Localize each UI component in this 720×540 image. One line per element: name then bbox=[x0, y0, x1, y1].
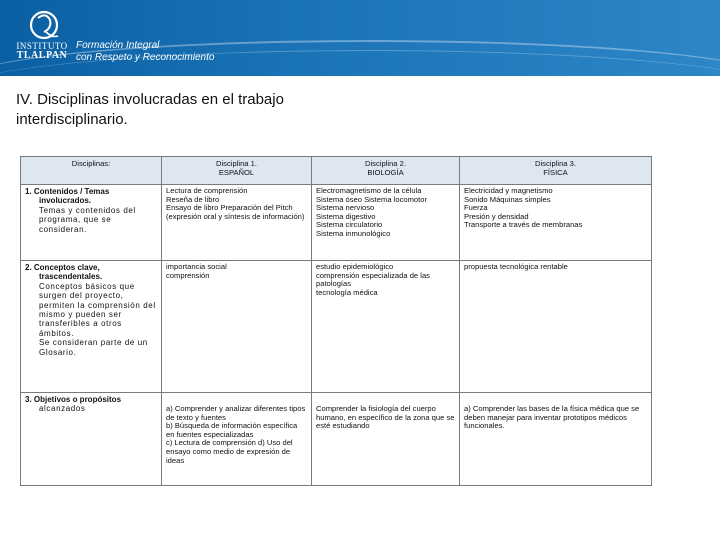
header-cell bbox=[162, 157, 312, 185]
header-label: Disciplinas: bbox=[71, 159, 111, 168]
row-title: trascendentales. bbox=[39, 272, 103, 282]
header-label: FÍSICA bbox=[543, 167, 568, 177]
table-cell bbox=[460, 393, 652, 486]
header-banner bbox=[0, 0, 720, 76]
header-cell bbox=[21, 157, 162, 185]
header-label: BIOLOGÍA bbox=[367, 167, 404, 177]
tagline-line2: con Respeto y Reconocimiento bbox=[76, 52, 215, 63]
cell-text: a) Comprender las bases de la física médica que se deben manejar para inventar prototipos médicos funcionales. bbox=[464, 404, 640, 431]
row-title: involucrados. bbox=[39, 196, 92, 206]
title-line1: IV. Disciplinas involucradas en el trabajo bbox=[16, 91, 284, 108]
table-cell bbox=[162, 393, 312, 486]
table-header-row bbox=[21, 157, 652, 185]
header-label: Disciplina 1. bbox=[216, 159, 257, 168]
row-title: 3. Objetivos o propósitos bbox=[25, 395, 122, 404]
logo-line2: TLALPAN bbox=[16, 50, 68, 61]
header-cell bbox=[460, 157, 652, 185]
cell-text: Comprender la fisiología del cuerpo humano, en específico de la zona que se esté estudiando bbox=[316, 404, 455, 431]
page-title bbox=[16, 90, 436, 130]
cell-text: a) Comprender y analizar diferentes tipos de texto y fuentes b) Búsqueda de información específica en fuentes especializadas c) Lectura de comprensión d) Uso del ensayo como medio de expresión de ideas bbox=[166, 404, 306, 465]
header-cell bbox=[312, 157, 460, 185]
table-cell: Electromagnetismo de la célula Sistema óseo Sistema locomotor Sistema nervioso Sistema digestivo Sistema circulatorio Sistema inmunológico bbox=[312, 185, 460, 261]
logo-line1: INSTITUTO bbox=[16, 41, 68, 51]
logo-text bbox=[16, 42, 68, 60]
institute-logo-icon bbox=[22, 8, 66, 42]
table-row bbox=[21, 393, 652, 486]
header-label: Disciplina 2. bbox=[365, 159, 406, 168]
row-description: Conceptos básicos que surgen del proyecto, permiten la comprensión del mismo y pueden ser transferibles a otros ámbitos. Se consideran parte de un Glosario. bbox=[39, 281, 156, 357]
row-title: 2. Conceptos clave, bbox=[25, 263, 100, 272]
table-cell: Electricidad y magnetismo Sonido Máquinas simples Fuerza Presión y densidad Transporte a través de membranas bbox=[460, 185, 652, 261]
row-label-cell bbox=[21, 261, 162, 393]
row-description: Temas y contenidos del programa, que se consideran. bbox=[39, 205, 136, 234]
table-cell: Lectura de comprensión Reseña de libro Ensayo de libro Preparación del Pitch (expresión oral y síntesis de información) bbox=[162, 185, 312, 261]
title-line2: interdisciplinario. bbox=[16, 111, 128, 128]
row-label-cell bbox=[21, 185, 162, 261]
table-cell: importancia social comprensión bbox=[162, 261, 312, 393]
table-cell bbox=[312, 393, 460, 486]
header-label: Disciplina 3. bbox=[535, 159, 576, 168]
disciplines-table bbox=[20, 156, 652, 486]
row-title: alcanzados bbox=[39, 404, 86, 414]
tagline bbox=[76, 40, 214, 64]
row-label-cell bbox=[21, 393, 162, 486]
table-row bbox=[21, 185, 652, 261]
table-cell: propuesta tecnológica rentable bbox=[460, 261, 652, 393]
row-title: 1. Contenidos / Temas bbox=[25, 187, 110, 196]
tagline-line1: Formación Integral bbox=[76, 40, 160, 51]
header-label: ESPAÑOL bbox=[218, 167, 255, 177]
table-cell: estudio epidemiológico comprensión especializada de las patologías tecnología médica bbox=[312, 261, 460, 393]
table-row bbox=[21, 261, 652, 393]
